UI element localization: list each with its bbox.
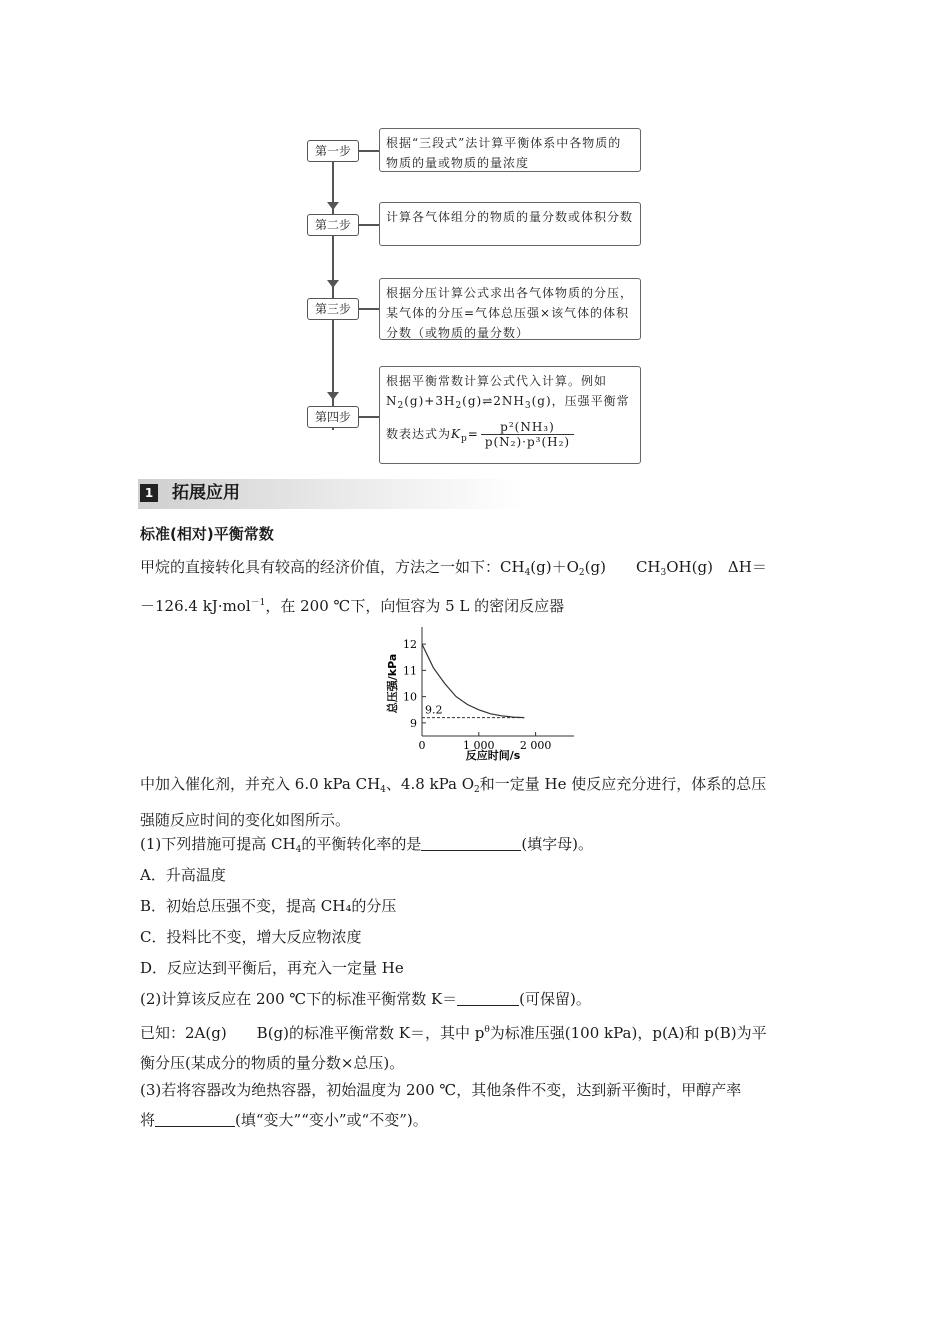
step-1-box: 根据“三段式”法计算平衡体系中各物质的物质的量或物质的量浓度 xyxy=(379,128,641,172)
y-tick-label: 11 xyxy=(403,664,417,678)
kp-fraction: $\frac{\text{p²(NH₃)}}{\text{p(N₂)·p³(H₂)}}$ xyxy=(481,420,574,449)
section-title: 拓展应用 xyxy=(172,483,240,503)
question-3: (3)若将容器改为绝热容器，初始温度为 200 ℃，其他条件不变，达到新平衡时，甲醇产率 将 (填“变大”“变小”或“不变”)。 xyxy=(140,1081,742,1129)
section-header xyxy=(138,479,523,509)
question-2: (2)计算该反应在 200 ℃下的标准平衡常数 K＝ (可保留)。 xyxy=(140,990,591,1008)
step-2-label: 第二步 xyxy=(307,214,359,236)
answer-blank-1[interactable] xyxy=(421,836,521,851)
flow-link xyxy=(357,416,379,418)
paragraph-setup: 中加入催化剂，并充入 6.0 kPa $CH_4$、4.8 kPa $O_2$和一定量 He 使反应充分进行，体系的总压 强随反应时间的变化如图所示。 xyxy=(140,775,767,829)
step-3-label: 第三步 xyxy=(307,298,359,320)
x-tick-label: 1 000 xyxy=(463,739,495,752)
answer-blank-2[interactable] xyxy=(457,991,519,1006)
step-4-kp: 数表达式为$K_p=$ $\frac{\text{p²(NH₃)}}{\text{p(N₂)·p³(H₂)}}$ xyxy=(386,420,634,449)
step-1-label: 第一步 xyxy=(307,140,359,162)
x-tick-label: 0 xyxy=(418,739,426,752)
option-b: B．初始总压强不变，提高 CH₄的分压 xyxy=(140,897,397,915)
step-4-text: 根据平衡常数计算公式代入计算。例如 xyxy=(386,374,608,388)
subheading: 标准(相对)平衡常数 xyxy=(140,525,274,543)
arrow-down-icon xyxy=(327,202,339,210)
known-note: 已知：2A(g) B(g)的标准平衡常数 K＝，其中 $p^\theta$为标准压强(100 kPa)，p(A)和 p(B)为平 衡分压(某成分的物质的量分数×总压)。 xyxy=(140,1024,767,1072)
flow-link xyxy=(357,224,379,226)
section-number: 1 xyxy=(140,484,158,502)
step-4-equation: $N_2(g)+3H_2(g)\rightleftharpoons 2NH_3(g)$，压强平衡常 xyxy=(386,394,630,411)
y-tick-label: 9 xyxy=(410,716,417,730)
x-axis-label: 反应时间/s xyxy=(465,749,521,762)
step-4-box xyxy=(379,366,641,464)
y-tick-label: 10 xyxy=(403,690,417,704)
arrow-down-icon xyxy=(327,280,339,288)
option-c: C．投料比不变，增大反应物浓度 xyxy=(140,928,362,946)
option-d: D．反应达到平衡后，再充入一定量 He xyxy=(140,959,404,977)
question-1: (1)下列措施可提高 $CH_4$的平衡转化率的是 (填字母)。 xyxy=(140,835,594,855)
answer-blank-3[interactable] xyxy=(155,1112,235,1127)
arrow-down-icon xyxy=(327,392,339,400)
step-3-box: 根据分压计算公式求出各气体物质的分压，某气体的分压=气体总压强×该气体的体积分数（或物质的量分数） xyxy=(379,278,641,340)
x-tick-label: 2 000 xyxy=(519,739,552,752)
pressure-time-chart xyxy=(380,625,580,765)
equilibrium-arrow-icon: ⇌ xyxy=(482,394,494,408)
flow-link xyxy=(357,308,379,310)
step-2-box: 计算各气体组分的物质的量分数或体积分数 xyxy=(379,202,641,246)
chart-axes xyxy=(422,627,574,736)
procedure-flowchart xyxy=(300,120,650,470)
step-4-label: 第四步 xyxy=(307,406,359,428)
flow-link xyxy=(357,150,379,152)
equilibrium-annotation: 9.2 xyxy=(425,703,443,717)
y-axis-label: 总压强/kPa xyxy=(386,653,399,714)
option-a: A．升高温度 xyxy=(140,866,226,884)
tick-labels xyxy=(403,638,551,752)
paragraph-intro: 甲烷的直接转化具有较高的经济价值，方法之一如下：$CH_4(g)+O_2(g)$ $CH_3OH(g)$ ΔH＝ －126.4 kJ·mol$^{-1}$，在 200 ℃下，向恒容为 5 L 的密闭反应器 xyxy=(140,558,767,615)
y-tick-label: 12 xyxy=(403,638,417,652)
flow-connector xyxy=(332,160,334,430)
